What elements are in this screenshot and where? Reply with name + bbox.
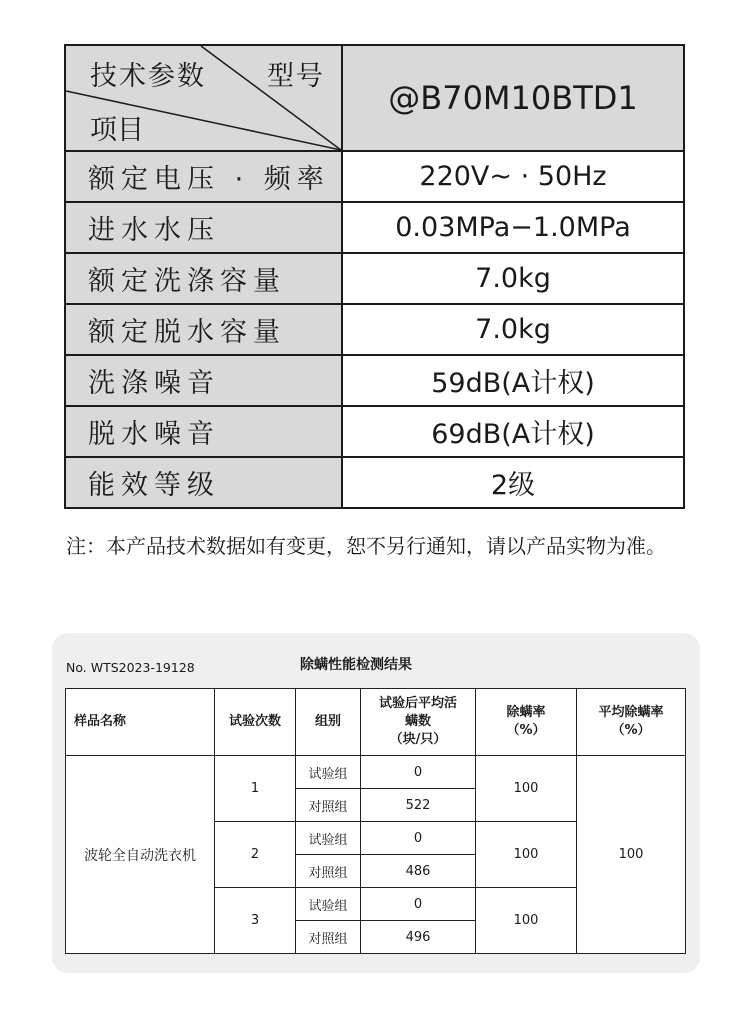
group-label: 对照组	[296, 789, 361, 822]
spec-label: 额定洗涤容量	[65, 253, 342, 304]
col-live-mites	[361, 689, 476, 756]
group-label: 试验组	[296, 888, 361, 921]
model-number: @B70M10BTD1	[342, 45, 684, 151]
spec-value: 0.03MPa−1.0MPa	[342, 202, 684, 253]
spec-value: 7.0kg	[342, 304, 684, 355]
spec-label: 额定电压 · 频率	[65, 151, 342, 202]
spec-value: 220V~ · 50Hz	[342, 151, 684, 202]
spec-header-row	[65, 45, 684, 151]
spec-value: 69dB(A计权)	[342, 406, 684, 457]
spec-row	[65, 457, 684, 508]
spec-label: 洗涤噪音	[65, 355, 342, 406]
spec-value: 2级	[342, 457, 684, 508]
col-trial-count: 试验次数	[215, 689, 296, 756]
removal-rate: 100	[476, 888, 577, 954]
spec-table	[64, 44, 685, 509]
spec-row	[65, 253, 684, 304]
report-title: 除螨性能检测结果	[300, 657, 412, 673]
header-item-label: 项目	[90, 115, 144, 146]
col-live-mites-line2: 螨数	[404, 714, 431, 729]
group-label: 试验组	[296, 756, 361, 789]
mite-count: 0	[361, 756, 476, 789]
mite-count: 496	[361, 921, 476, 954]
spec-label: 脱水噪音	[65, 406, 342, 457]
spec-row	[65, 304, 684, 355]
group-label: 对照组	[296, 921, 361, 954]
spec-value: 59dB(A计权)	[342, 355, 684, 406]
col-average-rate	[577, 689, 686, 756]
report-number: No. WTS2023-19128	[66, 660, 195, 675]
col-sample-name: 样品名称	[66, 689, 215, 756]
mite-count: 522	[361, 789, 476, 822]
spec-label: 能效等级	[65, 457, 342, 508]
trial-number: 1	[215, 756, 296, 822]
spec-row	[65, 406, 684, 457]
spec-row	[65, 355, 684, 406]
sample-name: 波轮全自动洗衣机	[66, 756, 215, 954]
test-row	[66, 756, 686, 789]
header-model-label: 型号	[267, 61, 325, 92]
removal-rate: 100	[476, 822, 577, 888]
average-rate: 100	[577, 756, 686, 954]
spec-header-diagonal-cell	[65, 45, 342, 151]
header-tech-params: 技术参数	[90, 61, 206, 92]
group-label: 对照组	[296, 855, 361, 888]
mite-count: 0	[361, 822, 476, 855]
trial-number: 3	[215, 888, 296, 954]
trial-number: 2	[215, 822, 296, 888]
col-group: 组别	[296, 689, 361, 756]
spec-value: 7.0kg	[342, 253, 684, 304]
group-label: 试验组	[296, 822, 361, 855]
col-average-rate-line2: （%）	[611, 723, 651, 738]
removal-rate: 100	[476, 756, 577, 822]
col-removal-rate	[476, 689, 577, 756]
spec-label: 进水水压	[65, 202, 342, 253]
test-header-row	[66, 689, 686, 756]
col-removal-rate-line2: （%）	[506, 723, 546, 738]
col-live-mites-line3: （块/只）	[389, 732, 447, 747]
col-removal-rate-line1: 除螨率	[506, 705, 546, 720]
spec-row	[65, 202, 684, 253]
col-average-rate-line1: 平均除螨率	[598, 705, 664, 720]
disclaimer-note: 注：本产品技术数据如有变更，恕不另行通知，请以产品实物为准。	[66, 534, 666, 558]
mite-count: 0	[361, 888, 476, 921]
mite-count: 486	[361, 855, 476, 888]
mite-test-table	[65, 688, 686, 954]
spec-label: 额定脱水容量	[65, 304, 342, 355]
col-live-mites-line1: 试验后平均活	[378, 696, 457, 711]
spec-row	[65, 151, 684, 202]
